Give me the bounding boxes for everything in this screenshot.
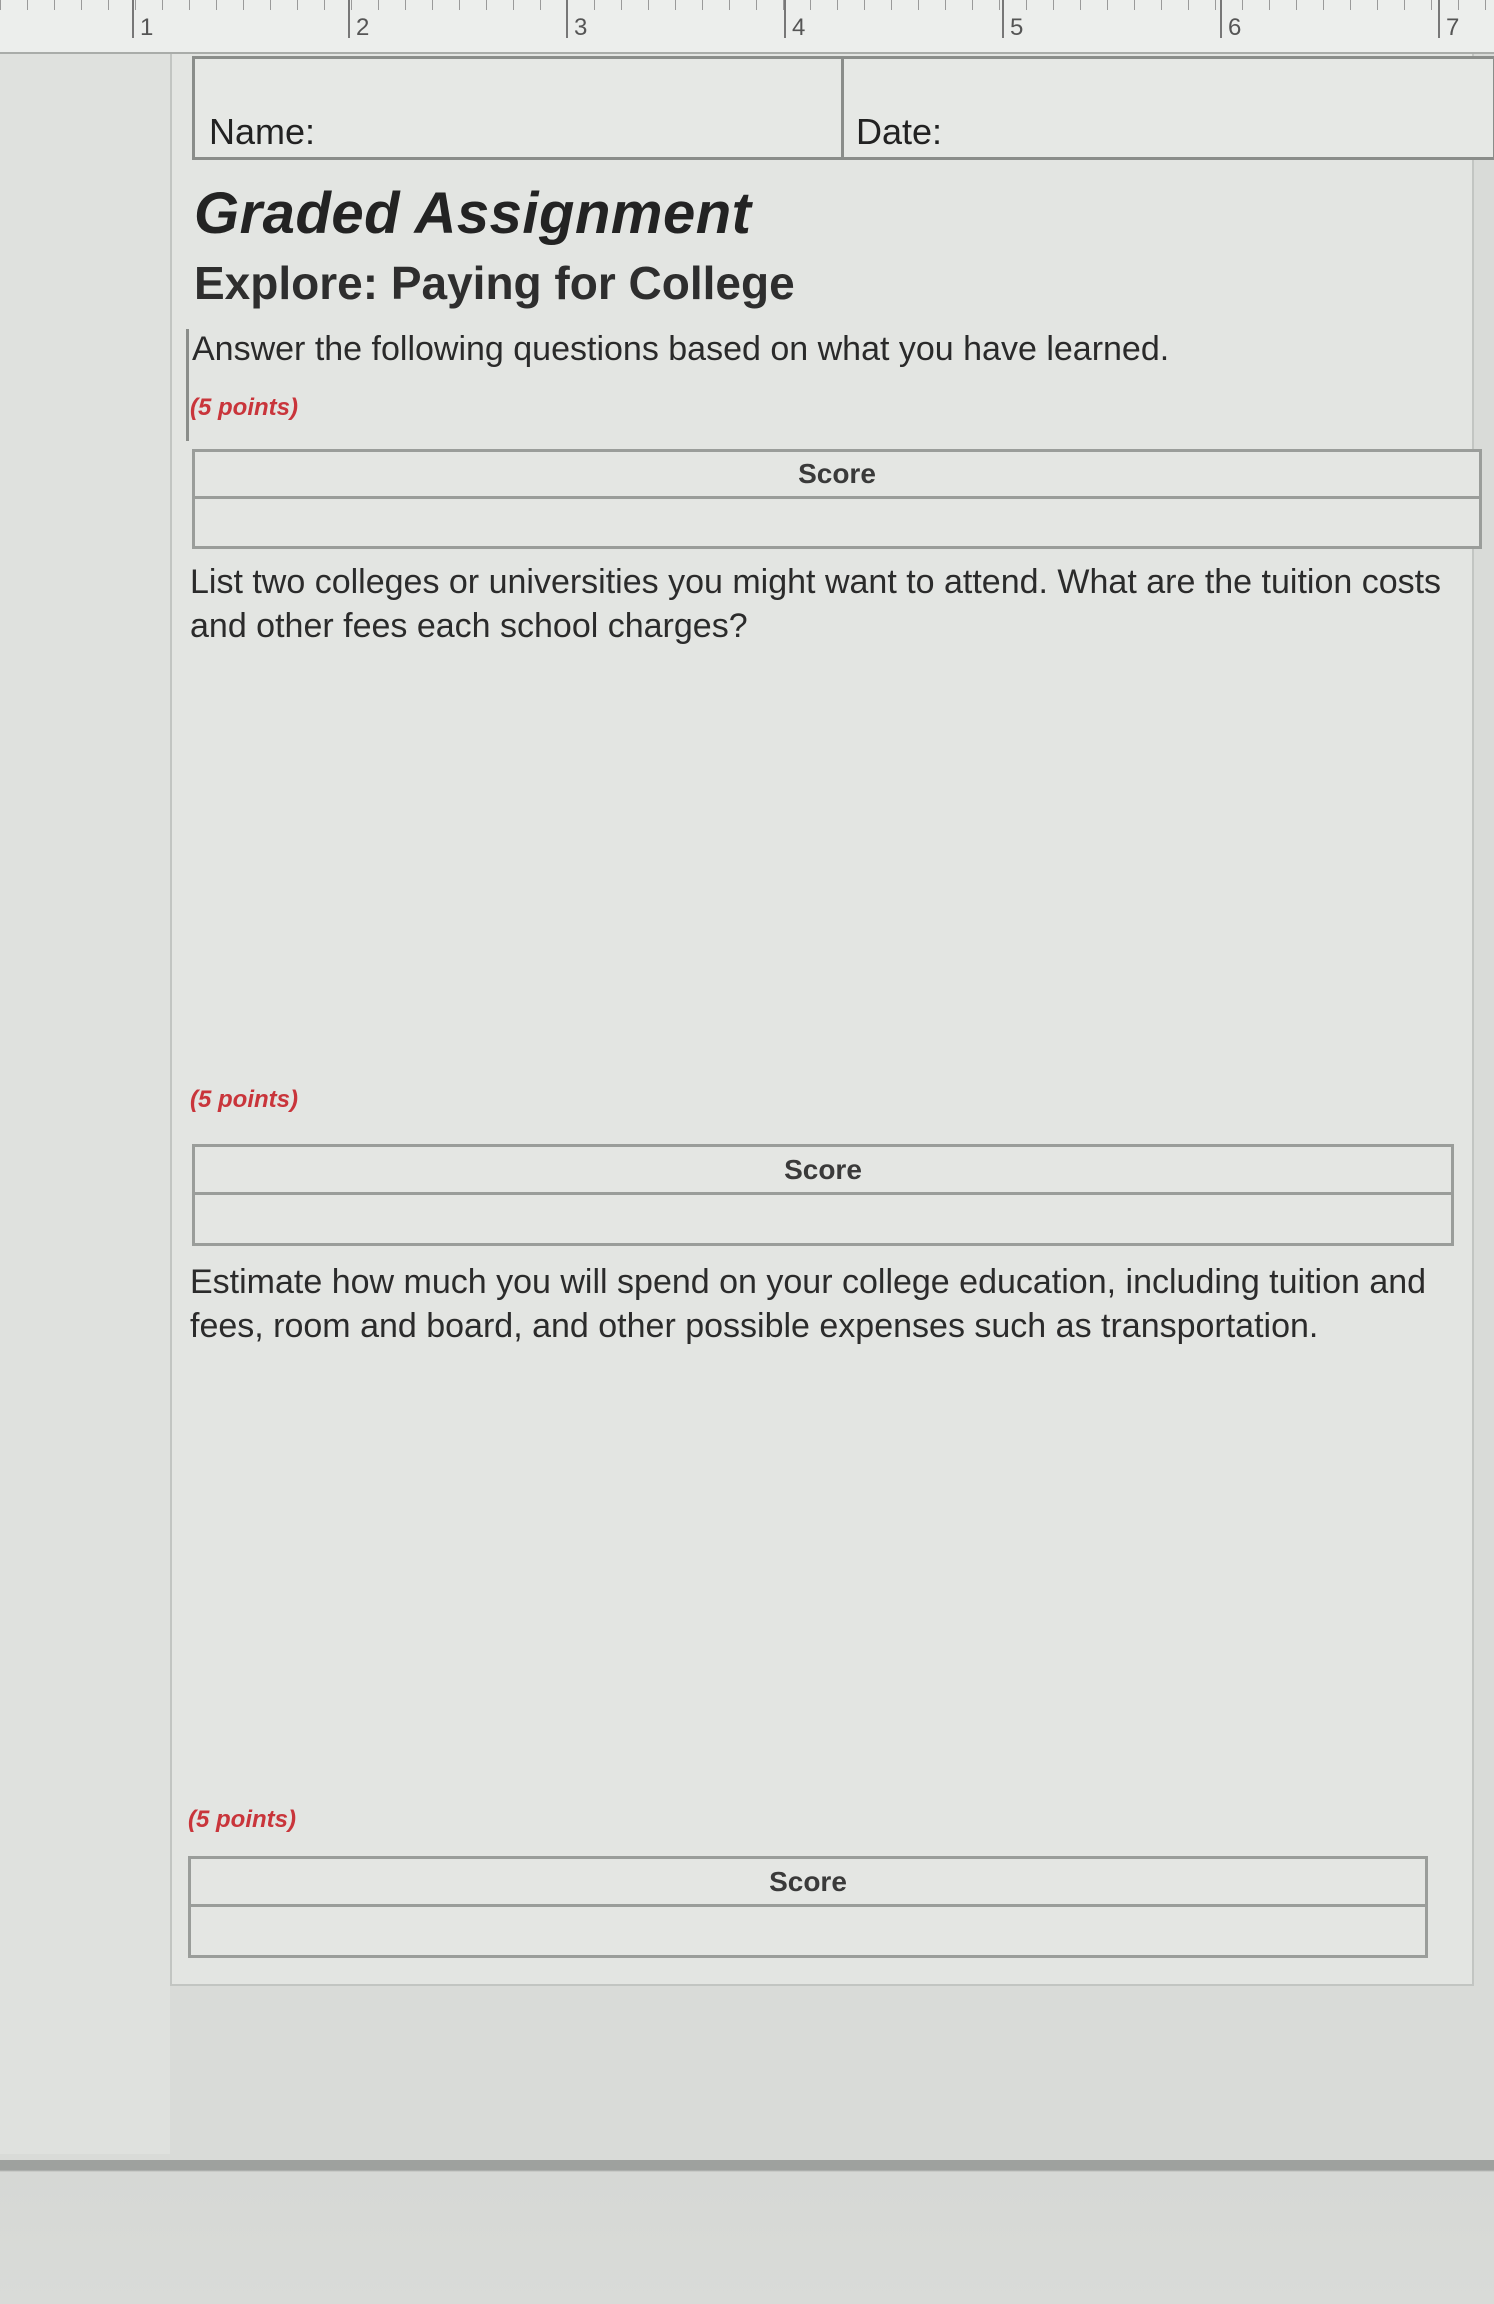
ruler-label-4: 4 xyxy=(792,14,806,41)
score-input-cell-1[interactable] xyxy=(195,499,1479,546)
ruler-tick xyxy=(1438,0,1440,38)
ruler-tick xyxy=(132,0,134,38)
ruler-tick xyxy=(1220,0,1222,38)
left-margin xyxy=(0,54,170,2154)
ruler-label-2: 2 xyxy=(356,14,370,41)
score-table-1 xyxy=(192,449,1482,549)
date-label: Date: xyxy=(856,111,943,152)
score-table-3 xyxy=(188,1856,1428,1958)
ruler-label-1: 1 xyxy=(140,14,154,41)
document-subtitle: Explore: Paying for College xyxy=(194,257,795,309)
score-header-3: Score xyxy=(191,1859,1425,1907)
answer-area-1[interactable] xyxy=(190,664,1450,1064)
question-2: Estimate how much you will spend on your college education, including tuition and fees, room and board, and other possible expenses such as transportation. xyxy=(190,1263,1427,1345)
name-date-table xyxy=(192,56,1494,160)
points-label-2: (5 points) xyxy=(190,1086,298,1113)
page-gap xyxy=(0,2160,1494,2304)
instructions-text: Answer the following questions based on what you have learned. xyxy=(192,330,1170,368)
name-cell[interactable] xyxy=(195,59,844,157)
score-header-2: Score xyxy=(195,1147,1451,1195)
ruler-tick xyxy=(566,0,568,38)
date-cell[interactable] xyxy=(844,59,1493,157)
ruler-label-7: 7 xyxy=(1446,14,1460,41)
document-page[interactable] xyxy=(170,54,1474,1986)
points-label-1: (5 points) xyxy=(190,394,298,421)
document-title: Graded Assignment xyxy=(194,181,752,246)
name-label: Name: xyxy=(209,111,316,152)
points-label-3: (5 points) xyxy=(188,1806,296,1833)
text-cursor-bar xyxy=(186,329,189,441)
ruler-label-6: 6 xyxy=(1228,14,1242,41)
ruler-tick xyxy=(1002,0,1004,38)
score-input-cell-3[interactable] xyxy=(191,1907,1425,1955)
horizontal-ruler xyxy=(0,0,1494,54)
ruler-tick xyxy=(784,0,786,38)
score-header-1: Score xyxy=(195,452,1479,499)
ruler-label-3: 3 xyxy=(574,14,588,41)
score-input-cell-2[interactable] xyxy=(195,1195,1451,1243)
score-table-2 xyxy=(192,1144,1454,1246)
ruler-label-5: 5 xyxy=(1010,14,1024,41)
ruler-tick xyxy=(348,0,350,38)
question-1: List two colleges or universities you might want to attend. What are the tuition costs and other fees each school charges? xyxy=(190,563,1442,645)
answer-area-2[interactable] xyxy=(190,1364,1430,1744)
